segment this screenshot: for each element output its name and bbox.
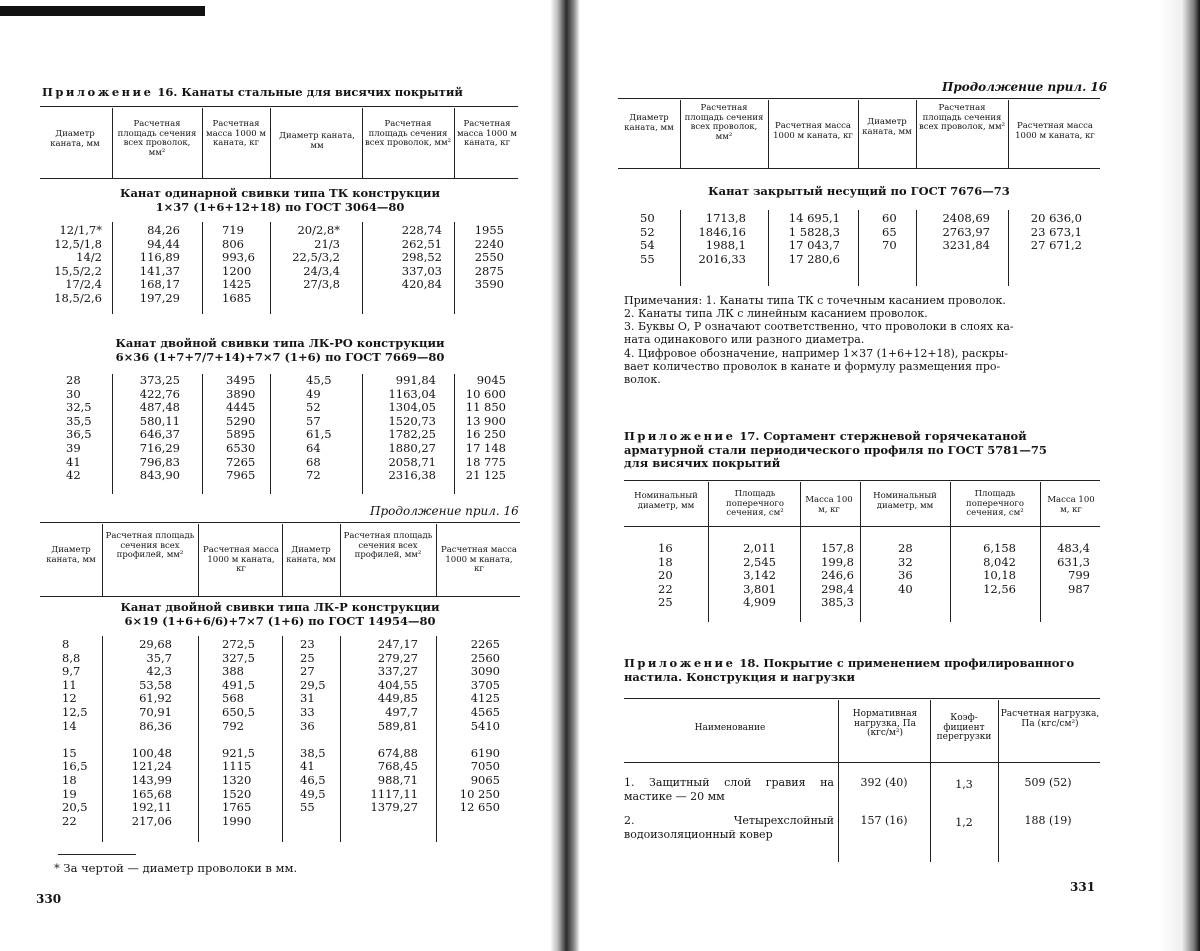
page-number: 331: [1070, 880, 1096, 894]
section-title-tk: Канат одинарной свивки типа ТК конструкции 1×37 (1+6+12+18) по ГОСТ 3064—80: [120, 186, 440, 214]
table-rule: [362, 108, 363, 178]
column-header: Диаметр каната, мм: [286, 545, 336, 565]
table-rule: [858, 100, 859, 168]
column-header: Масса 100 м, кг: [805, 495, 853, 515]
table-rule: [436, 524, 437, 596]
continued-label: Продолжение прил. 16: [942, 80, 1108, 94]
column-header: Нормативная нагрузка, Па (кгс/м²): [852, 709, 918, 738]
section-title-lk-ro: Канат двойной свивки типа ЛК-РО конструкции 6×36 (1+7+7/7+14)+7×7 (1+6) по ГОСТ 7669—80: [115, 336, 445, 364]
table-rule: [40, 522, 520, 523]
table-column: 483,4 631,3 799 987: [1057, 541, 1090, 596]
table-column: 2265 2560 3090 3705 4125 4565 5410 6190 7050 9065 10 250 12 650: [459, 637, 500, 815]
table-rule: [270, 374, 271, 494]
table-column: 272,5 327,5 388 491,5 568 650,5 792 921,5 1115 1320 1520 1765 1990: [222, 637, 255, 828]
column-header: Расчетная площадь сечения всех проволок, мм²: [684, 103, 764, 142]
table-column: 29,68 35,7 42,3 53,58 61,92 70,91 86,36 100,48 121,24 143,99 165,68 192,11 217,06: [131, 637, 172, 828]
section-title-lk-r: Канат двойной свивки типа ЛК-Р конструкции 6×19 (1+6+6/6)+7×7 (1+6) по ГОСТ 14954—80: [120, 600, 440, 628]
table-rule: [624, 762, 1100, 763]
table-column: 14 695,1 1 5828,3 17 043,7 17 280,6: [788, 211, 840, 266]
table-column: 16 18 20 22 25: [658, 541, 673, 610]
table-column: 28 32 36 40: [898, 541, 913, 596]
appendix-16-title: Приложение 16. Канаты стальные для висячих покрытий: [42, 85, 463, 99]
table-rule: [270, 108, 271, 178]
table-rule: [916, 100, 917, 168]
table-rule: [1008, 100, 1009, 168]
column-header: Расчетная площадь сечения всех проволок, мм²: [918, 103, 1006, 132]
table-rule: [624, 480, 1100, 481]
appendix-17-title: Приложение 17. Сортамент стержневой горячекатаной арматурной стали периодического профиля по ГОСТ 5781—75 для висячих покрытий: [624, 429, 1047, 470]
load-row-factor: 1,3: [955, 778, 973, 791]
table-column: 1955 2240 2550 2875 3590: [474, 223, 504, 292]
load-row-normative: 157 (16): [860, 814, 908, 827]
table-rule: [198, 636, 199, 842]
footnote-rule: [58, 854, 136, 855]
table-column: 157,8 199,8 246,6 298,4 385,3: [821, 541, 854, 610]
table-column: 23 25 27 29,5 31 33 36 38,5 41 46,5 49,5 55: [300, 637, 326, 815]
column-header: Диаметр каната, мм: [624, 113, 674, 133]
column-header: Расчетная масса 1000 м каната, кг: [441, 545, 517, 574]
table-rule: [40, 178, 518, 179]
table-rule: [858, 210, 859, 286]
table-column: 20 636,0 23 673,1 27 671,2: [1030, 211, 1082, 253]
column-header: Расчетная площадь сечения всех проволок, мм²: [364, 119, 452, 148]
table-rule: [340, 524, 341, 596]
column-header: Номинальный диаметр, мм: [634, 491, 698, 511]
table-rule: [624, 698, 1100, 699]
table-rule: [768, 100, 769, 168]
right-page: [570, 0, 1200, 951]
footnote: * За чертой — диаметр проволоки в мм.: [54, 861, 298, 875]
table-rule: [112, 108, 113, 178]
notes-line: ната одинакового или разного диаметра.: [624, 333, 865, 346]
load-row-factor: 1,2: [955, 816, 973, 829]
table-column: 991,84 1163,04 1304,05 1520,73 1782,25 1880,27 2058,71 2316,38: [388, 373, 436, 483]
table-column: 84,26 94,44 116,89 141,37 168,17 197,29: [139, 223, 180, 305]
column-header: Расчетная масса 1000 м каната, кг: [206, 119, 266, 148]
table-column: 719 806 993,6 1200 1425 1685: [222, 223, 255, 305]
load-row-design: 509 (52): [1024, 776, 1072, 789]
table-rule: [198, 524, 199, 596]
notes-line: Примечания: 1. Канаты типа ТК с точечным касанием проволок.: [624, 294, 1006, 307]
column-header: Расчетная масса 1000 м каната, кг: [773, 121, 853, 141]
table-rule: [454, 108, 455, 178]
column-header: Площадь поперечного сечения, см²: [726, 489, 784, 518]
table-column: 2408,69 2763,97 3231,84: [942, 211, 990, 253]
appendix-18-title: Приложение 18. Покрытие с применением профилированного настила. Конструкция и нагрузки: [624, 656, 1075, 684]
table-column: 60 65 70: [882, 211, 897, 253]
table-rule: [202, 374, 203, 494]
column-header: Расчетная площадь сечения всех проволок, мм²: [117, 119, 197, 158]
table-rule: [202, 222, 203, 314]
table-rule: [680, 100, 681, 168]
table-column: 247,17 279,27 337,27 404,55 449,85 497,7 589,81 674,88 768,45 988,71 1117,11 1379,27: [370, 637, 418, 815]
column-header: Расчетная масса 1000 м каната, кг: [457, 119, 517, 148]
table-rule: [618, 168, 1100, 169]
column-header: Площадь поперечного сечения, см²: [966, 489, 1024, 518]
table-column: 45,5 49 52 57 61,5 64 68 72: [306, 373, 332, 483]
load-row-name: 2. Четырехслойный водоизоляционный ковер: [624, 814, 834, 841]
left-page: [0, 0, 556, 951]
table-column: 228,74 262,51 298,52 337,03 420,84: [401, 223, 442, 292]
table-column: 3495 3890 4445 5290 5895 6530 7265 7965: [226, 373, 256, 483]
table-column: 8 8,8 9,7 11 12 12,5 14 15 16,5 18 19 20,5 22: [62, 637, 88, 828]
notes-line: 3. Буквы О, Р означают соответственно, что проволоки в слоях ка-: [624, 320, 1014, 333]
table-rule: [282, 636, 283, 842]
continued-label: Продолжение прил. 16: [370, 504, 519, 518]
table-rule: [282, 524, 283, 596]
table-rule: [102, 524, 103, 596]
table-column: 6,158 8,042 10,18 12,56: [983, 541, 1016, 596]
table-rule: [860, 482, 861, 622]
section-title-closed: Канат закрытый несущий по ГОСТ 7676—73: [708, 184, 1010, 198]
table-rule: [618, 98, 1100, 99]
table-rule: [40, 596, 520, 597]
table-rule: [202, 108, 203, 178]
notes-line: волок.: [624, 373, 661, 386]
notes-line: вает количество проволок в канате и формулу размещения про-: [624, 360, 1001, 373]
table-column: 12/1,7* 12,5/1,8 14/2 15,5/2,2 17/2,4 18,5/2,6: [54, 223, 102, 305]
column-header: Диаметр каната, мм: [46, 545, 96, 565]
column-header: Диаметр каната, мм: [50, 129, 100, 149]
scan-right-edge: [1160, 0, 1200, 951]
column-header: Диаметр каната, мм: [279, 131, 355, 151]
column-header: Расчетная масса 1000 м каната, кг: [1015, 121, 1095, 141]
table-column: 20/2,8* 21/3 22,5/3,2 24/3,4 27/3,8: [292, 223, 340, 292]
column-header: Диаметр каната, мм: [862, 117, 912, 137]
column-header: Номинальный диаметр, мм: [873, 491, 937, 511]
notes-line: 2. Канаты типа ЛК с линейным касанием проволок.: [624, 307, 928, 320]
table-column: 9045 10 600 11 850 13 900 16 250 17 148 18 775 21 125: [465, 373, 506, 483]
load-row-name: 1. Защитный слой гравия на мастике — 20 мм: [624, 776, 834, 803]
column-header: Расчетная масса 1000 м каната, кг: [203, 545, 279, 574]
column-header: Масса 100 м, кг: [1047, 495, 1095, 515]
load-row-design: 188 (19): [1024, 814, 1072, 827]
column-header: Расчетная площадь сечения всех профилей, мм²: [105, 531, 195, 560]
column-header: Расчетная нагрузка, Па (кгс/см²): [1000, 709, 1100, 729]
table-rule: [40, 106, 518, 107]
column-header: Коэф- фициент перегрузки: [936, 713, 992, 742]
table-column: 28 30 32,5 35,5 36,5 39 41 42: [66, 373, 92, 483]
table-column: 373,25 422,76 487,48 580,11 646,37 716,29 796,83 843,90: [139, 373, 180, 483]
table-column: 1713,8 1846,16 1988,1 2016,33: [698, 211, 746, 266]
table-column: 50 52 54 55: [640, 211, 655, 266]
load-row-normative: 392 (40): [860, 776, 908, 789]
notes-line: 4. Цифровое обозначение, например 1×37 (1+6+12+18), раскры-: [624, 347, 1008, 360]
column-header: Расчетная площадь сечения всех профилей, мм²: [343, 531, 433, 560]
table-column: 2,011 2,545 3,142 3,801 4,909: [743, 541, 776, 610]
page-number: 330: [36, 892, 62, 906]
table-rule: [624, 526, 1100, 527]
column-header: Наименование: [694, 723, 766, 733]
